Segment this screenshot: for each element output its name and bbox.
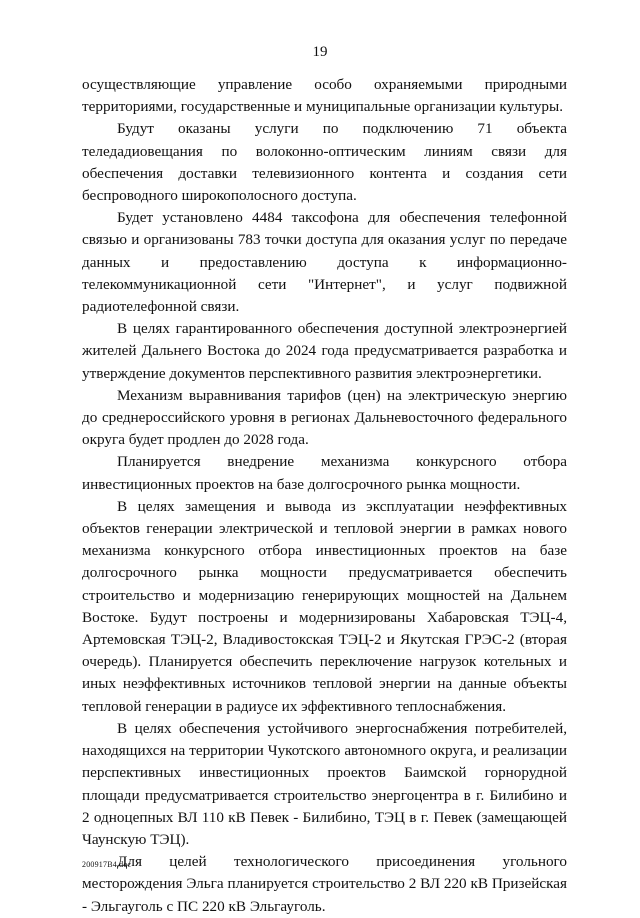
paragraph-tariff-mechanism: Механизм выравнивания тарифов (цен) на электрическую энергию до среднероссийского уровня в регионах Дальневосточного федерального округа будет продлен до 2028 года. [82,386,567,449]
paragraph-generation-modernization: В целях замещения и вывода из эксплуатации неэффективных объектов генерации электрической и тепловой энергии в рамках нового механизма конкурсного отбора инвестиционных проектов на базе долгосрочного рынка мощности предусматривается обеспечить строительство и модернизацию генерирующих мощностей на Дальнем Востоке. Будут построены и модернизированы Хабаровская ТЭЦ-4, Артемовская ТЭЦ-2, Владивостокская ТЭЦ-2 и Якутская ГРЭС-2 (вторая очередь). Планируется обеспечить переключение нагрузок котельных и иных неэффективных источников тепловой энергии на данные объекты тепловой генерации в радиусе их эффективного теплоснабжения. [82,497,567,715]
page-number: 19 [312,44,328,60]
document-body [82,74,567,918]
paragraph-broadcast-services: Будут оказаны услуги по подключению 71 объекта теледадиовещания по волоконно-оптическим линиям связи для обеспечения доставки телевизионного контента и создания сети беспроводного широкополосного доступа. [82,120,567,205]
paragraph-chukotka-energy: В целях обеспечения устойчивого энергоснабжения потребителей, находящихся на территории Чукотского автономного округа, и реализации перспективных инвестиционных проектов Баимской горнорудной площади предусматривается строительство энергоцентра в г. Билибино и 2 одноцепных ВЛ 110 кВ Певек - Билибино, ТЭЦ в г. Певек (замещающей Чаунскую ТЭЦ). [82,719,567,848]
paragraph-electricity-supply: В целях гарантированного обеспечения доступной электроэнергией жителей Дальнего Востока до 2024 года предусматривается разработка и утверждение документов перспективного развития электроэнергетики. [82,320,567,382]
footer-filename: 200917B4.doc [82,860,132,869]
paragraph-continuation: осуществляющие управление особо охраняемыми природными территориями, государственные и муниципальные организации культуры. [82,76,567,116]
paragraph-elga-connection: Для целей технологического присоединения угольного месторождения Эльга планируется строительство 2 ВЛ 220 кВ Призейская - Эльгауголь с ПС 220 кВ Эльгауголь. [82,853,567,915]
paragraph-payphones: Будет установлено 4484 таксофона для обеспечения телефонной связью и организованы 783 точки доступа для оказания услуг по передаче данных и предоставлению доступа к информационно-телекоммуникационной сети "Интернет", и услуг подвижной радиотелефонной связи. [82,209,567,316]
paragraph-competitive-selection: Планируется внедрение механизма конкурсного отбора инвестиционных проектов на базе долгосрочного рынка мощности. [82,453,567,493]
